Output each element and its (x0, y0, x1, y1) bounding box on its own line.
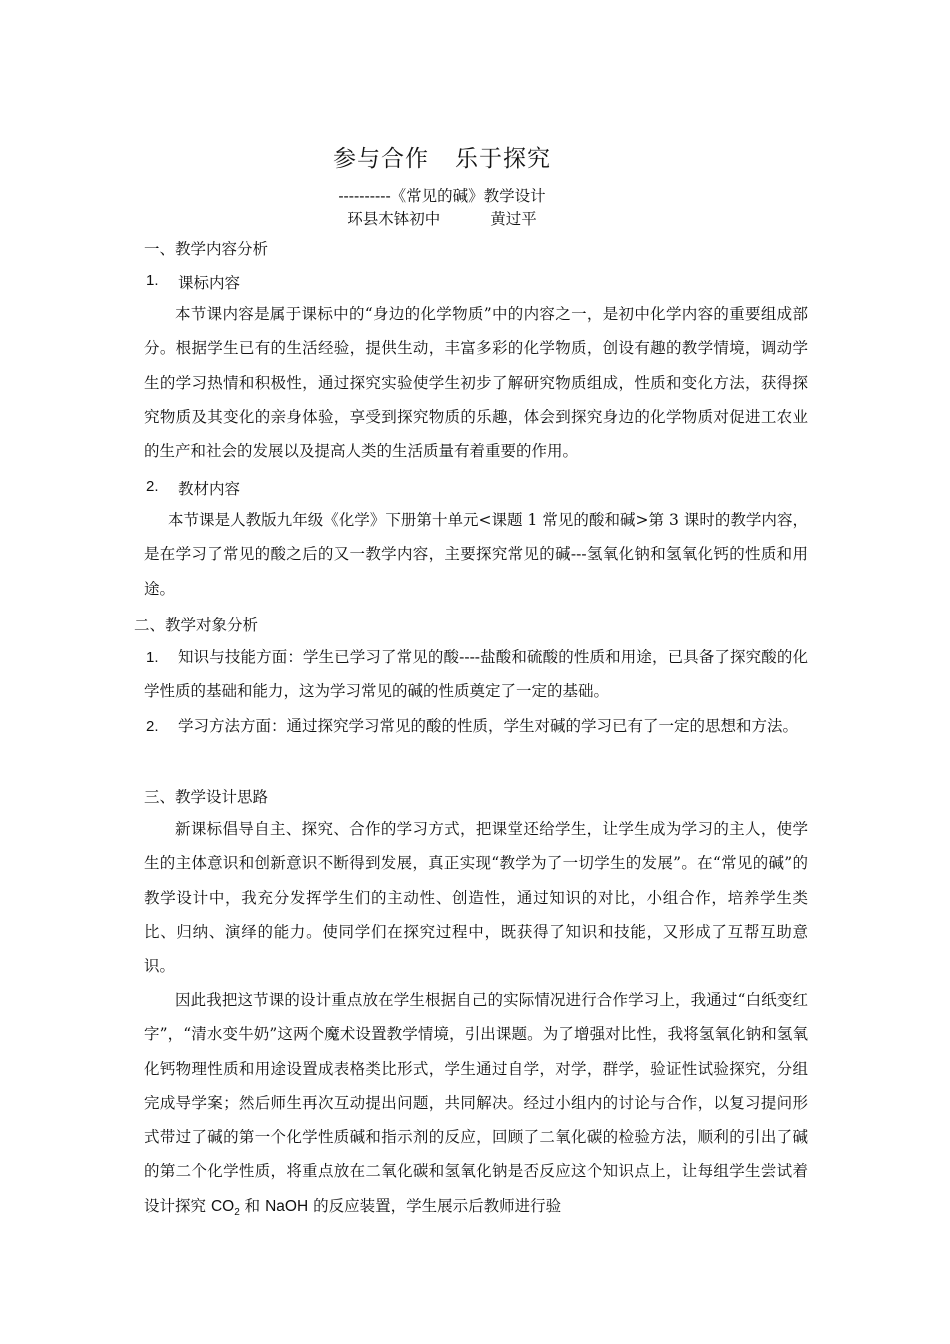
title-part-1: 参与合作 (333, 146, 429, 172)
paragraph-design-approach (144, 983, 808, 1230)
paragraph-curriculum: 本节课内容是属于课标中的“身边的化学物质”中的内容之一，是初中化学内容的重要组成部分。根据学生已有的生活经验，提供生动，丰富多彩的化学物质，创设有趣的教学情境，调动学生的学习热情和积极性，通过探究实验使学生初步了解研究物质组成，性质和变化方法，获得探究物质及其变化的亲身体验，享受到探究物质的乐趣，体会到探究身边的化学物质对促进工农业的生产和社会的发展以及提高人类的生活质量有着重要的作用。 (144, 305, 808, 461)
approach-conjunction: 和 (239, 1196, 266, 1215)
author-line (0, 207, 884, 229)
paragraph-knowledge-skills: 知识与技能方面：学生已学习了常见的酸----盐酸和硫酸的性质和用途，已具备了探究酸的化学性质的基础和能力，这为学习常见的碱的性质奠定了一定的基础。 (144, 648, 808, 701)
formula-naoh: NaOH (265, 1197, 309, 1215)
paragraph-design-philosophy: 新课标倡导自主、探究、合作的学习方式，把课堂还给学生，让学生成为学习的主人，使学生的主体意识和创新意识不断得到发展，真正实现“教学为了一切学生的发展”。在“常见的碱”的教学设计中，我充分发挥学生们的主动性、创造性，通过知识的对比，小组合作，培养学生类比、归纳、演绎的能力。使同学们在探究过程中，既获得了知识和技能，又形成了互帮互助意识。 (144, 820, 808, 976)
item-number: 2. (146, 478, 159, 495)
document-title (0, 140, 884, 173)
item-number: 1. (146, 649, 159, 666)
approach-text: 因此我把这节课的设计重点放在学生根据自己的实际情况进行合作学习上，我通过“白纸变红字”，“清水变牛奶”这两个魔术设置教学情境，引出课题。为了增强对比性，我将氢氧化钠和氢氧化钙物理性质和用途设置成表格类比形式，学生通过自学，对学，群学，验证性试验探究，分组完成导学案；然后师生再次互动提出问题，共同解决。经过小组内的讨论与合作，以复习提问形式带过了碱的第一个化学性质碱和指示剂的反应，回顾了二氧化碳的检验方法，顺利的引出了碱的第二个化学性质，将重点放在二氧化碳和氢氧化钠是否反应这个知识点上，让每组学生尝试着设计探究 (144, 991, 808, 1215)
item-number: 2. (146, 718, 159, 735)
formula-co2: $CO_2$ (210, 1197, 240, 1218)
subsection-label-textbook: 教材内容 (178, 480, 241, 498)
section-2-heading: 二、教学对象分析 (134, 616, 259, 634)
school-name: 环县木钵初中 (347, 210, 441, 228)
paragraph-textbook: 本节课是人教版九年级《化学》下册第十单元<课题 1 常见的酸和碱>第 3 课时的教学内容，是在学习了常见的酸之后的又一教学内容，主要探究常见的碱---氢氧化钠和氢氧化钙的性质和用途。 (144, 511, 808, 598)
section-1-heading: 一、教学内容分析 (144, 240, 269, 258)
paragraph-learning-methods: 学习方法方面：通过探究学习常见的酸的性质，学生对碱的学习已有了一定的思想和方法。 (178, 717, 799, 735)
teacher-name: 黄过平 (490, 210, 537, 228)
subsection-label-curriculum: 课标内容 (178, 274, 241, 292)
document-subtitle: ----------《常见的碱》教学设计 (338, 187, 546, 205)
approach-text-end: 的反应装置，学生展示后教师进行验 (308, 1196, 562, 1215)
item-number: 1. (146, 272, 159, 289)
section-3-heading: 三、教学设计思路 (144, 788, 269, 806)
title-part-2: 乐于探究 (455, 146, 551, 172)
